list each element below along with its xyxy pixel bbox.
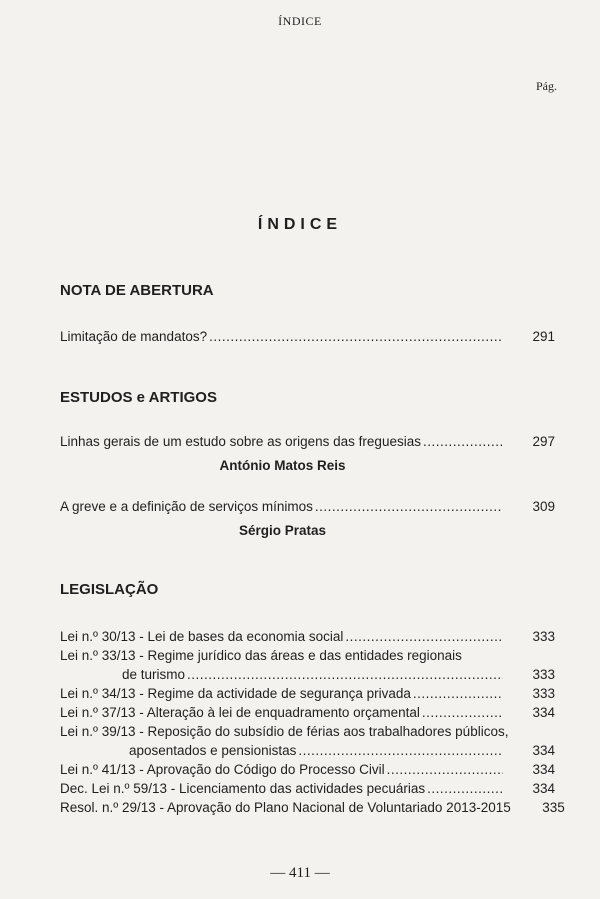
toc-entry[interactable] [60,497,555,540]
toc-entry-text: Lei n.º 37/13 - Alteração à lei de enquadramento orçamental [60,705,420,720]
toc-entry-text: Resol. n.º 29/13 - Aprovação do Plano Nacional de Voluntariado 2013-2015 [60,800,511,815]
toc-entry[interactable] [60,760,555,779]
dot-leader [423,432,503,451]
toc-entry-continuation[interactable] [60,665,555,684]
toc-entry-page: 333 [532,629,555,644]
page-number-footer: — 411 — [270,865,330,881]
dot-leader [187,665,503,684]
toc-entry-text: Lei n.º 30/13 - Lei de bases da economia social [60,629,344,644]
toc-entry[interactable] [60,722,555,741]
toc-entry-text: Dec. Lei n.º 59/13 - Licenciamento das actividades pecuárias [60,781,426,796]
dot-leader [209,327,503,346]
toc-entry-text: aposentados e pensionistas [129,743,297,758]
toc-entry-text: de turismo [122,667,186,682]
toc-entry-page: 334 [532,743,555,758]
toc-entry[interactable] [60,432,555,475]
toc-entry-page: 334 [532,762,555,777]
dot-leader [413,684,503,703]
section-title-legislacao: LEGISLAÇÃO [60,581,159,598]
toc-entry-continuation[interactable] [60,741,555,760]
toc-entry-page: 333 [532,686,555,701]
toc-entry[interactable] [60,627,555,646]
toc-entry-page: 333 [532,667,555,682]
dot-leader [427,779,503,798]
toc-entry[interactable] [60,684,555,703]
running-header: ÍNDICE [278,14,322,28]
dot-leader [387,760,503,779]
toc-entry[interactable] [60,779,555,798]
toc-entry-text: A greve e a definição de serviços mínimos [60,499,313,514]
dot-leader [315,497,503,516]
page-column-label: Pág. [536,79,557,93]
toc-entry-text: Lei n.º 34/13 - Regime da actividade de segurança privada [60,686,411,701]
toc-entry-page: 291 [532,329,555,344]
toc-entry-text: Linhas gerais de um estudo sobre as origens das freguesias [60,434,421,449]
toc-entry-author: Sérgio Pratas [238,523,327,538]
toc-entry-text: Lei n.º 39/13 - Reposição do subsídio de férias aos trabalhadores públicos, [60,724,509,739]
dot-leader [345,627,503,646]
toc-entry-page: 334 [532,705,555,720]
toc-entry-page: 297 [532,434,555,449]
toc-entry-text: Limitação de mandatos? [60,329,208,344]
page-title: ÍNDICE [257,216,343,233]
toc-entry-page: 309 [532,499,555,514]
toc-entry[interactable] [60,646,555,665]
toc-entry-page: 335 [542,800,565,815]
toc-entry-text: Lei n.º 33/13 - Regime jurídico das áreas e das entidades regionais [60,648,462,663]
dot-leader [422,703,503,722]
dot-leader [298,741,503,760]
section-title-nota-de-abertura: NOTA DE ABERTURA [60,282,214,299]
toc-entry-list [60,627,565,817]
toc-entry-page: 334 [532,781,555,796]
toc-entry-text: Lei n.º 41/13 - Aprovação do Código do Processo Civil [60,762,385,777]
toc-entry[interactable] [60,798,565,817]
toc-entry[interactable] [60,703,555,722]
section-title-estudos-e-artigos: ESTUDOS e ARTIGOS [60,389,217,406]
toc-entry-author: António Matos Reis [219,458,346,473]
toc-entry[interactable] [60,327,555,346]
